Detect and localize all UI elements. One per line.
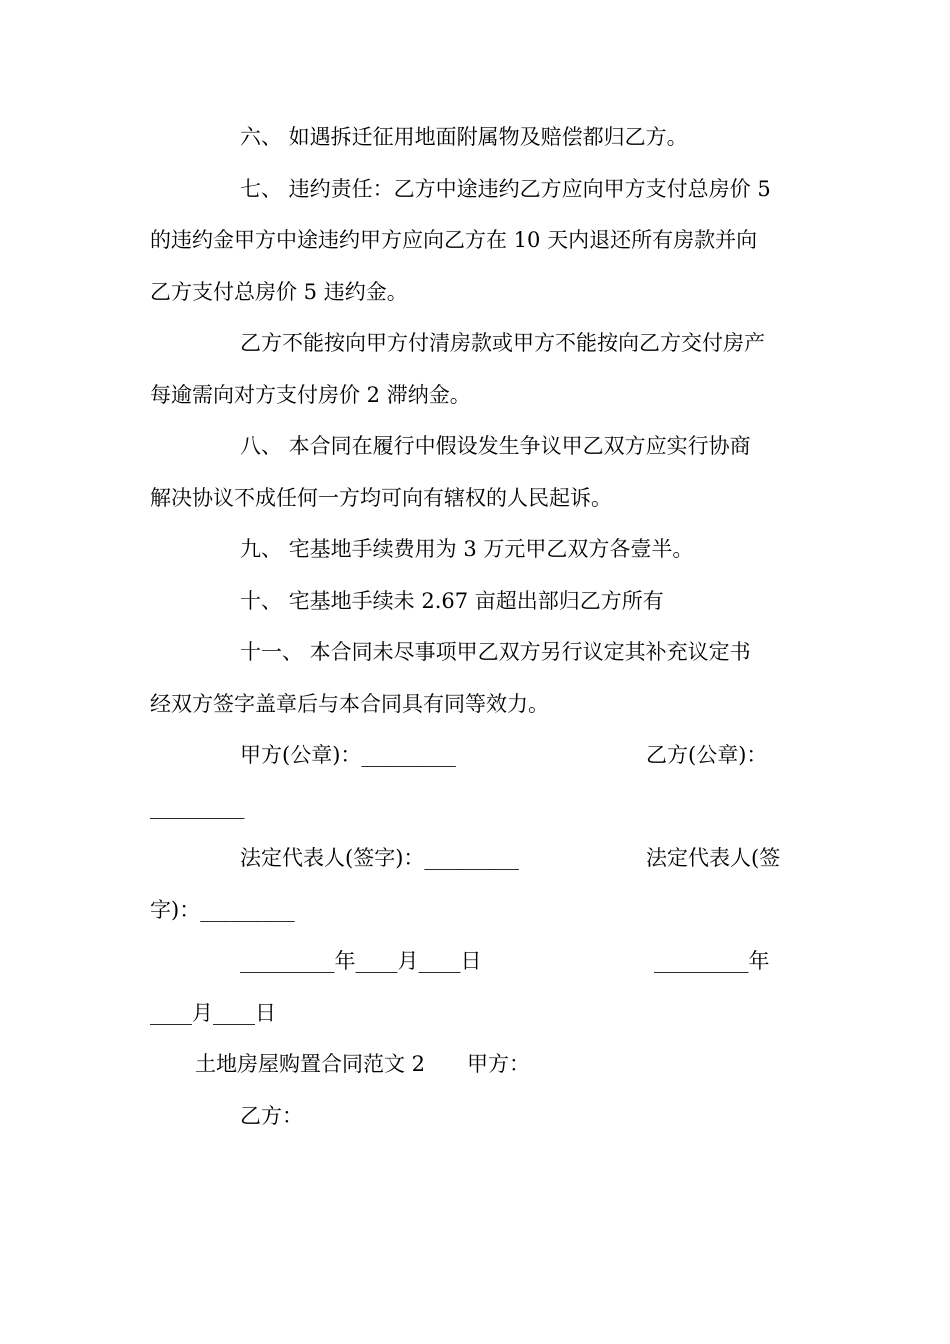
late-fee-line-1: 乙方不能按向甲方付清房款或甲方不能按向乙方交付房产 (240, 331, 765, 355)
clause-eight-line-2: 解决协议不成任何一方均可向有辖权的人民起诉。 (150, 485, 612, 510)
next-document-header (150, 1039, 800, 1091)
clause-eight-line-1: 八、 本合同在履行中假设发生争议甲乙双方应实行协商 (240, 434, 751, 458)
next-party-b: 乙方： (240, 1103, 303, 1128)
clause-six: 六、 如遇拆迁征用地面附属物及赔偿都归乙方。 (240, 125, 688, 149)
seal-row (150, 730, 800, 782)
rep-b-signature: 法定代表人(签 (646, 846, 781, 870)
clause-eleven-line-2: 经双方签字盖章后与本合同具有同等效力。 (150, 691, 549, 716)
party-b-seal-line: _________ (150, 794, 245, 819)
clause-seven (150, 164, 800, 216)
next-document-title: 土地房屋购置合同范文 2 (195, 1052, 426, 1076)
clause-seven-line-2: 的违约金甲方中途违约甲方应向乙方在 10 天内退还所有房款并向 (150, 228, 758, 252)
next-party-a: 甲方： (467, 1052, 531, 1076)
document-body (150, 112, 800, 1142)
clause-ten: 十、 宅基地手续未 2.67 亩超出部归乙方所有 (240, 588, 664, 613)
late-fee-line-2: 每逾需向对方支付房价 2 滞纳金。 (150, 382, 471, 407)
party-a-seal: 甲方(公章)：_________ (240, 743, 456, 767)
rep-b-signature-cont: 字)：_________ (150, 897, 295, 922)
clause-eleven-line-1: 十一、 本合同未尽事项甲乙双方另行议定其补充议定书 (240, 640, 751, 664)
date-b-cont: ____月____日 (150, 1000, 276, 1025)
date-row (150, 936, 800, 988)
clause-nine: 九、 宅基地手续费用为 3 万元甲乙双方各壹半。 (240, 537, 694, 561)
date-b: _________年 (654, 949, 770, 973)
rep-a-signature: 法定代表人(签字)：_________ (240, 846, 519, 870)
party-b-seal: 乙方(公章)： (646, 743, 768, 767)
date-a: _________年____月____日 (240, 949, 482, 973)
representative-row (150, 833, 800, 885)
clause-seven-line-1: 七、 违约责任：乙方中途违约乙方应向甲方支付总房价 5 (240, 176, 771, 201)
clause-seven-line-3: 乙方支付总房价 5 违约金。 (150, 279, 408, 304)
